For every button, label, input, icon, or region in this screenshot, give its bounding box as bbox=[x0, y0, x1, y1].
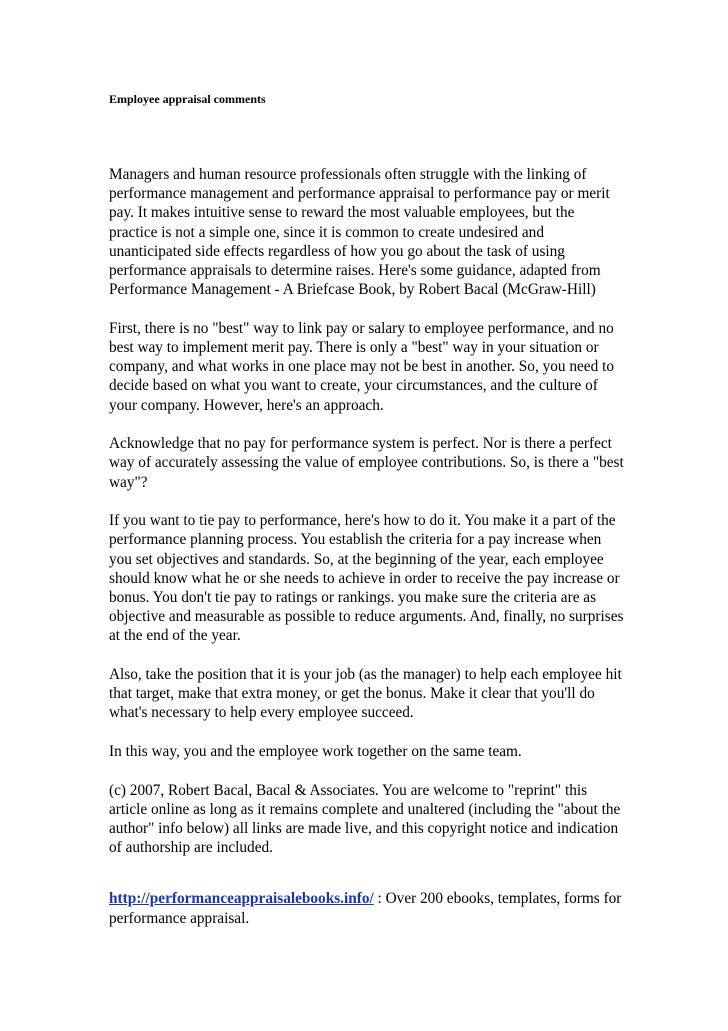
paragraph-4: If you want to tie pay to performance, here's how to do it. You make it a part of the performance planning process. You establish the criteria for a pay increase when you set objectives and standards. So, at the beginning of the year, each employee should know what he or she needs to achieve in order to receive the pay increase or bonus. You don't tie pay to ratings or rankings. you make sure the criteria are as objective and measurable as possible to reduce arguments. And, finally, no surprises at the end of the year. bbox=[109, 512, 624, 645]
paragraph-3: Acknowledge that no pay for performance system is perfect. Nor is there a perfect way of accurately assessing the value of employee contributions. So, is there a "best way"? bbox=[109, 435, 624, 491]
document-title: Employee appraisal comments bbox=[109, 92, 266, 106]
paragraph-1: Managers and human resource professionals often struggle with the linking of performance management and performance appraisal to performance pay or merit pay. It makes intuitive sense to reward the most valuable employees, but the practice is not a simple one, since it is common to create undesired and unanticipated side effects regardless of how you go about the task of using performance appraisals to determine raises. Here's some guidance, adapted from Performance Management - A Briefcase Book, by Robert Bacal (McGraw-Hill) bbox=[109, 166, 610, 299]
footer-text: : Over 200 ebooks, templates, forms for performance appraisal. bbox=[109, 890, 622, 927]
paragraph-6: In this way, you and the employee work together on the same team. bbox=[109, 743, 522, 761]
footer-link[interactable]: http://performanceappraisalebooks.info/ bbox=[109, 890, 374, 908]
paragraph-2: First, there is no "best" way to link pay or salary to employee performance, and no best way to implement merit pay. There is only a "best" way in your situation or company, and what works in one place may not be best in another. So, you need to decide based on what you want to create, your circumstances, and the culture of your company. However, here's an approach. bbox=[109, 319, 614, 414]
footer-paragraph bbox=[109, 889, 624, 927]
paragraph-7: (c) 2007, Robert Bacal, Bacal & Associates. You are welcome to "reprint" this article online as long as it remains complete and unaltered (including the "about the author" info below) all links are made live, and this copyright notice and indication of authorship are included. bbox=[109, 781, 621, 857]
document-body bbox=[109, 165, 624, 947]
paragraph-5: Also, take the position that it is your job (as the manager) to help each employee hit that target, make that extra money, or get the bonus. Make it clear that you'll do what's necessary to help every employee succeed. bbox=[109, 666, 622, 722]
